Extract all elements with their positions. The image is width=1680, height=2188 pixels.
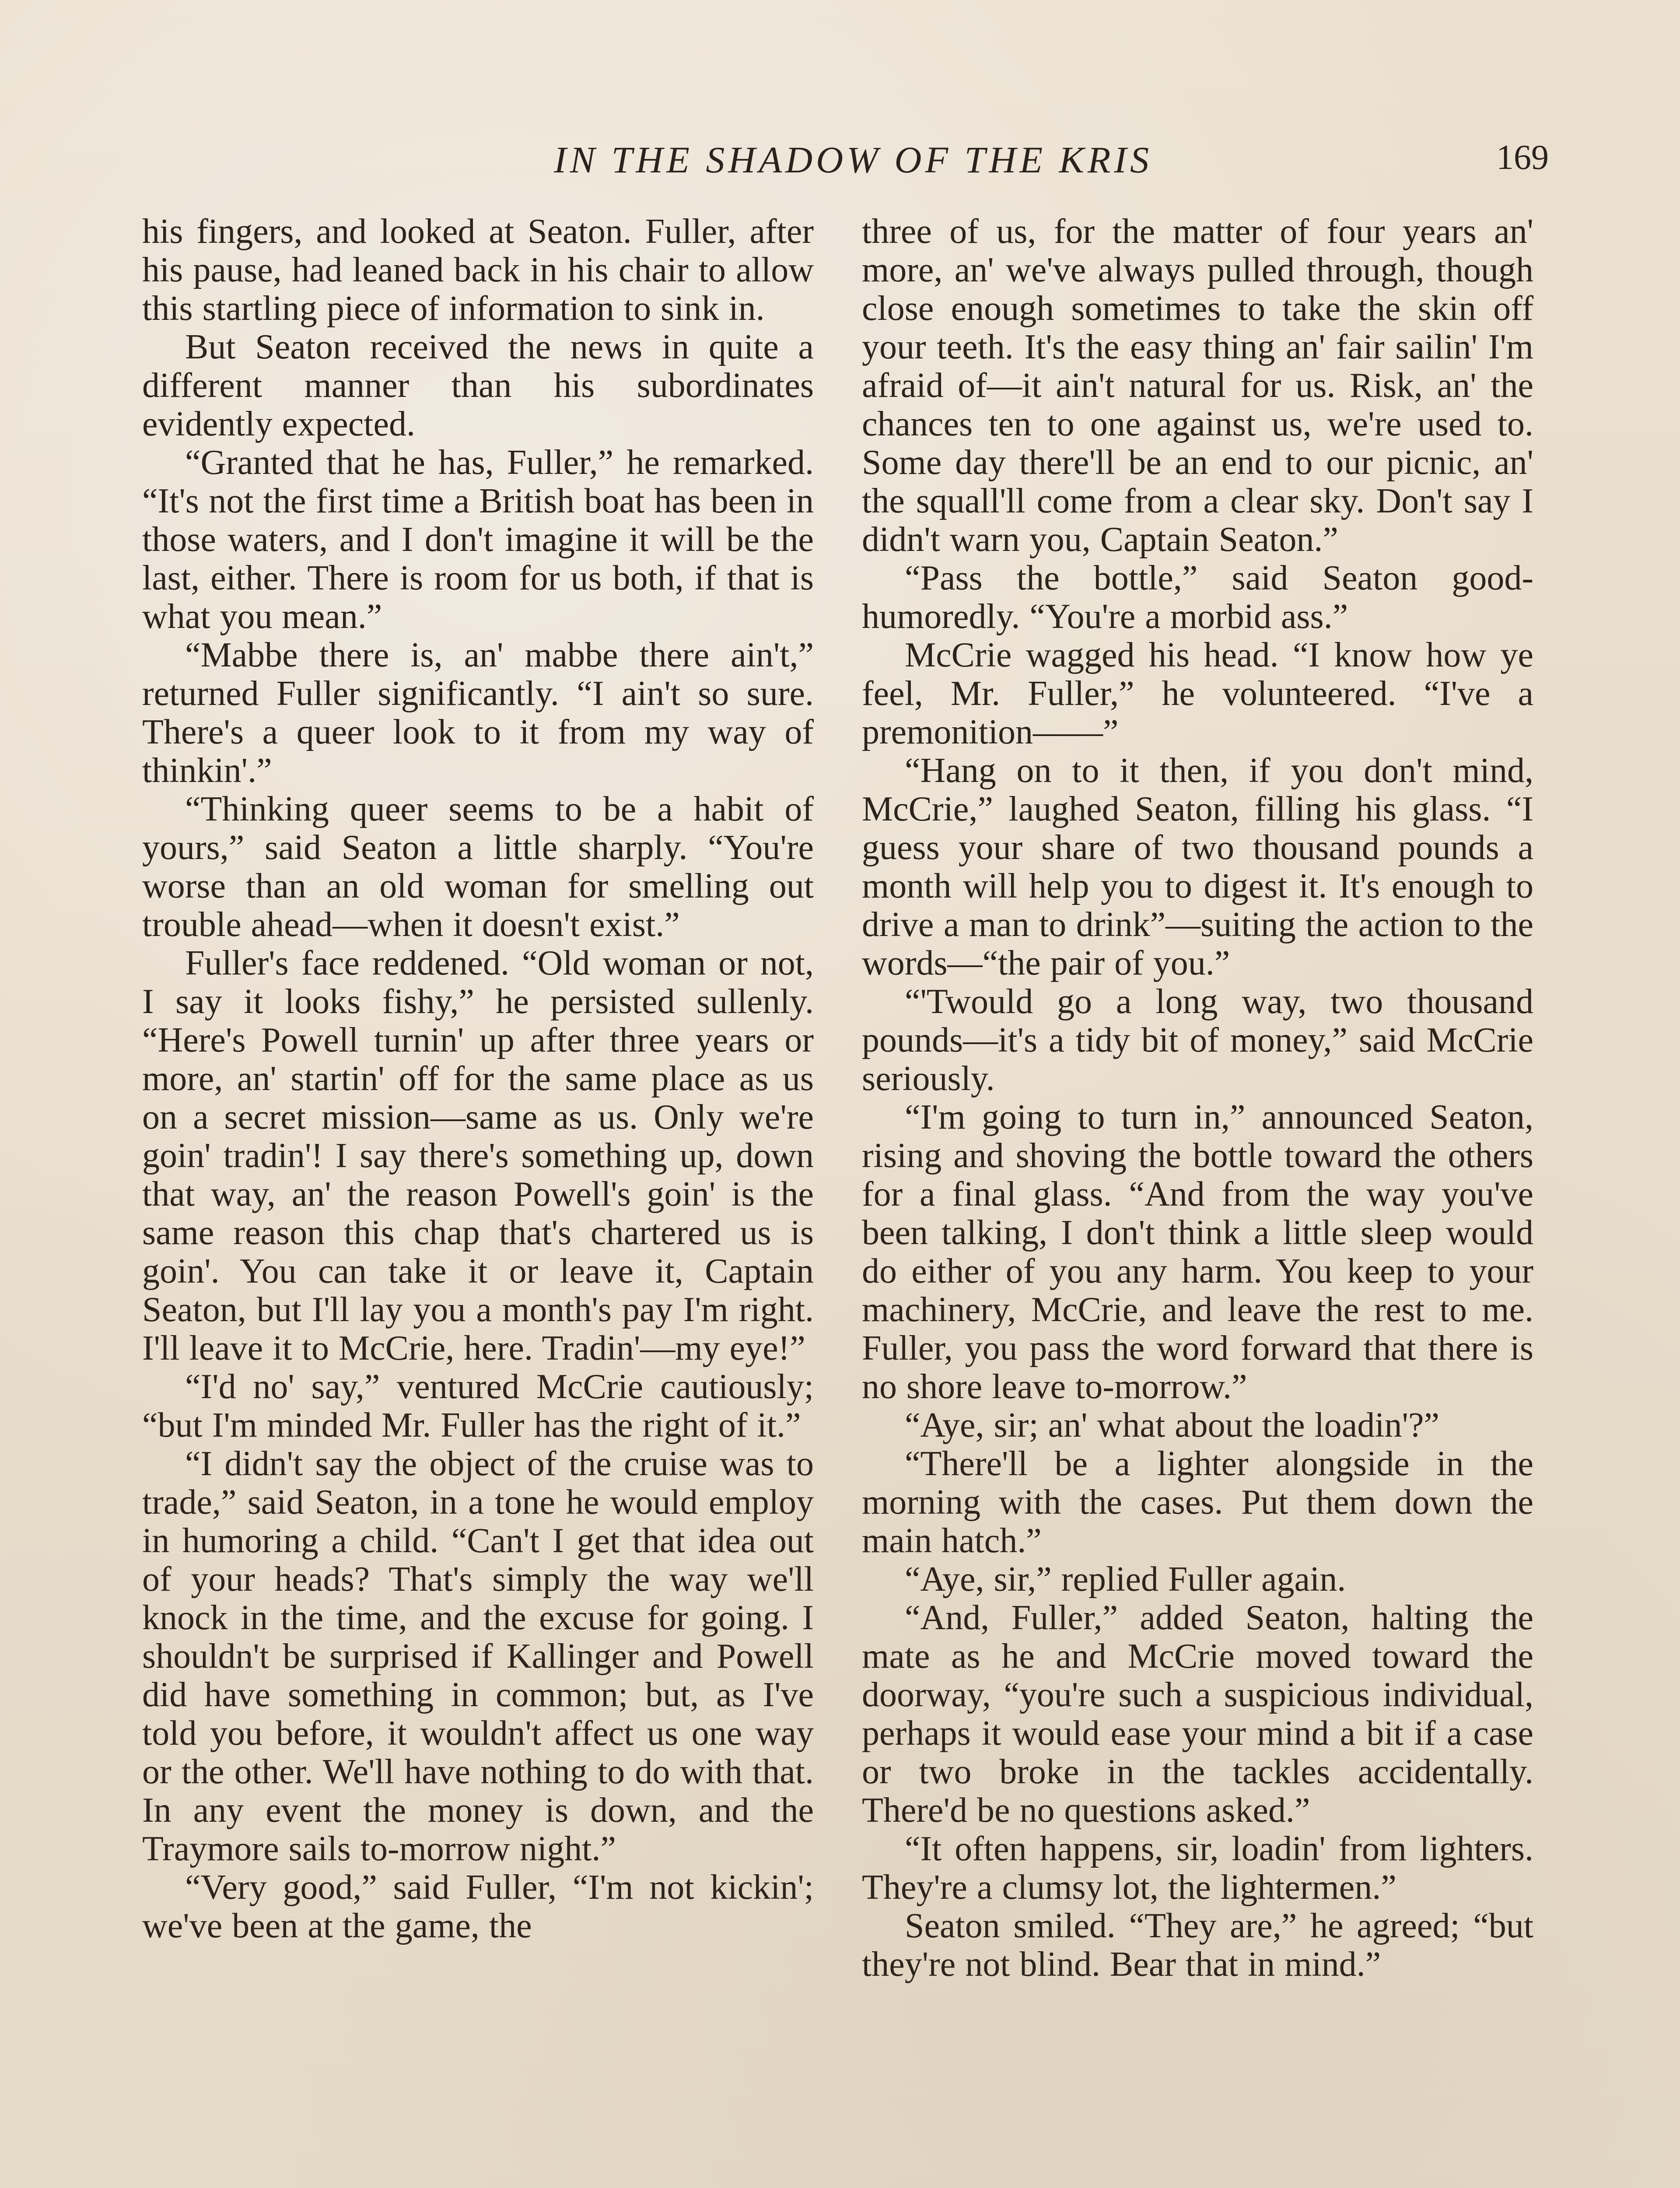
paragraph: McCrie wagged his head. “I know how ye feel, Mr. Fuller,” he volunteered. “I've a premonition——” — [862, 636, 1533, 751]
paragraph: “Mabbe there is, an' mabbe there ain't,” returned Fuller significantly. “I ain't so sure. There's a queer look to it from my way of thinkin'.” — [142, 636, 814, 790]
paragraph: Seaton smiled. “They are,” he agreed; “but they're not blind. Bear that in mind.” — [862, 1907, 1533, 1984]
paragraph: “Pass the bottle,” said Seaton good-humoredly. “You're a morbid ass.” — [862, 559, 1533, 636]
right-column — [862, 212, 1533, 1984]
page-number: 169 — [1496, 138, 1549, 177]
paragraph: “Aye, sir,” replied Fuller again. — [905, 1560, 1346, 1599]
paragraph: his fingers, and looked at Seaton. Fuller, after his pause, had leaned back in his chair to allow this startling piece of information to sink in. — [142, 212, 814, 328]
running-head: IN THE SHADOW OF THE KRIS — [553, 139, 1153, 181]
paragraph: “'Twould go a long way, two thousand pounds—it's a tidy bit of money,” said McCrie seriously. — [862, 982, 1533, 1098]
paragraph: “Very good,” said Fuller, “I'm not kickin'; we've been at the game, the — [142, 1868, 814, 1945]
paragraph: “There'll be a lighter alongside in the morning with the cases. Put them down the main hatch.” — [862, 1445, 1533, 1560]
paragraph: “I'd no' say,” ventured McCrie cautiously; “but I'm minded Mr. Fuller has the right of it.” — [142, 1368, 814, 1445]
paragraph: Fuller's face reddened. “Old woman or not, I say it looks fishy,” he persisted sullenly. “Here's Powell turnin' up after three years or more, an' startin' off for the same place as us on a secret mission—same as us. Only we're goin' tradin'! I say there's something up, down that way, an' the reason Powell's goin' is the same reason this chap that's chartered us is goin'. You can take it or leave it, Captain Seaton, but I'll lay you a month's pay I'm right. I'll leave it to McCrie, here. Tradin'—my eye!” — [142, 944, 814, 1368]
paragraph: “Aye, sir; an' what about the loadin'?” — [905, 1406, 1439, 1445]
paragraph: But Seaton received the news in quite a different manner than his subordinates evidently expected. — [142, 328, 814, 443]
paragraph: “Hang on to it then, if you don't mind, McCrie,” laughed Seaton, filling his glass. “I guess your share of two thousand pounds a month will help you to digest it. It's enough to drive a man to drink”—suiting the action to the words—“the pair of you.” — [862, 751, 1533, 982]
left-column — [142, 212, 814, 1945]
paragraph: “I didn't say the object of the cruise was to trade,” said Seaton, in a tone he would employ in humoring a child. “Can't I get that idea out of your heads? That's simply the way we'll knock in the time, and the excuse for going. I shouldn't be surprised if Kallinger and Powell did have something in common; but, as I've told you before, it wouldn't affect us one way or the other. We'll have nothing to do with that. In any event the money is down, and the Traymore sails to-morrow night.” — [142, 1445, 814, 1868]
paragraph: “And, Fuller,” added Seaton, halting the mate as he and McCrie moved toward the doorway, “you're such a suspicious individual, perhaps it would ease your mind a bit if a case or two broke in the tackles accidentally. There'd be no questions asked.” — [862, 1599, 1533, 1830]
paragraph: “Thinking queer seems to be a habit of yours,” said Seaton a little sharply. “You're worse than an old woman for smelling out trouble ahead—when it doesn't exist.” — [142, 790, 814, 944]
paragraph: “I'm going to turn in,” announced Seaton, rising and shoving the bottle toward the others for a final glass. “And from the way you've been talking, I don't think a little sleep would do either of you any harm. You keep to your machinery, McCrie, and leave the rest to me. Fuller, you pass the word forward that there is no shore leave to-morrow.” — [862, 1098, 1533, 1406]
paragraph: “It often happens, sir, loadin' from lighters. They're a clumsy lot, the lightermen.” — [862, 1830, 1533, 1907]
paragraph: three of us, for the matter of four years an' more, an' we've always pulled through, though close enough sometimes to take the skin off your teeth. It's the easy thing an' fair sailin' I'm afraid of—it ain't natural for us. Risk, an' the chances ten to one against us, we're used to. Some day there'll be an end to our picnic, an' the squall'll come from a clear sky. Don't say I didn't warn you, Captain Seaton.” — [862, 212, 1533, 559]
paragraph: “Granted that he has, Fuller,” he remarked. “It's not the first time a British boat has been in those waters, and I don't imagine it will be the last, either. There is room for us both, if that is what you mean.” — [142, 443, 814, 636]
